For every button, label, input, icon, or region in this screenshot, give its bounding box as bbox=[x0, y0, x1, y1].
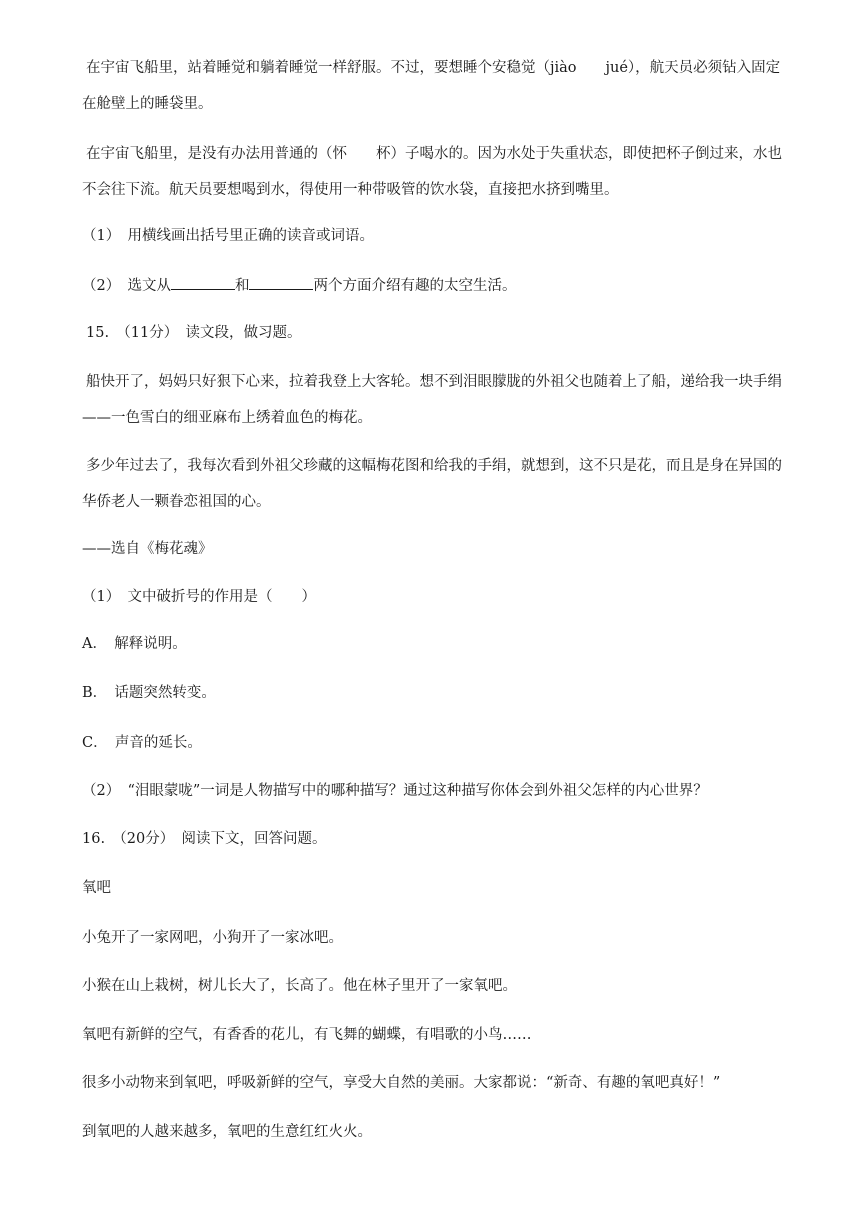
question-15-sub-2: （2） “泪眼蒙咙”一词是人物描写中的哪种描写？通过这种描写你体会到外祖父怎样的内心世界？ bbox=[82, 783, 708, 799]
option-a[interactable]: A． 解释说明。 bbox=[82, 636, 187, 652]
question-16-header: 16. （20分） 阅读下文，回答问题。 bbox=[82, 831, 327, 847]
option-b[interactable]: B． 话题突然转变。 bbox=[82, 685, 216, 701]
story-line-3: 氧吧有新鲜的空气，有香香的花儿，有飞舞的蝴蝶，有唱歌的小鸟…… bbox=[82, 1027, 532, 1043]
question-15-paragraph-2-line-2: 华侨老人一颗眷恋祖国的心。 bbox=[82, 494, 271, 510]
answer-blank-1[interactable] bbox=[171, 275, 235, 290]
story-line-4: 很多小动物来到氧吧，呼吸新鲜的空气，享受大自然的美丽。大家都说：“新奇、有趣的氧吧真好！” bbox=[82, 1075, 721, 1091]
question-15-paragraph-1-line-2: ——一色雪白的细亚麻布上绣着血色的梅花。 bbox=[82, 410, 372, 426]
passage-paragraph-2-line-1: 在宇宙飞船里，是没有办法用普通的（怀 杯）子喝水的。因为水处于失重状态，即使把杯子倒过来，水也 bbox=[86, 146, 782, 162]
answer-blank-2[interactable] bbox=[249, 275, 313, 290]
question-15-sub-1: （1） 文中破折号的作用是（ ） bbox=[82, 589, 316, 605]
passage-paragraph-1-line-1: 在宇宙飞船里，站着睡觉和躺着睡觉一样舒服。不过，要想睡个安稳觉（jiào jué），航天员必须钻入固定 bbox=[86, 60, 781, 76]
question-14-sub-1: （1） 用横线画出括号里正确的读音或词语。 bbox=[82, 228, 374, 244]
question-14-sub-2-prefix: （2） 选文从 bbox=[82, 278, 171, 294]
passage-paragraph-1-line-2: 在舱壁上的睡袋里。 bbox=[82, 96, 213, 112]
option-c[interactable]: C． 声音的延长。 bbox=[82, 735, 202, 751]
question-14-sub-2 bbox=[82, 275, 516, 296]
story-title: 氧吧 bbox=[82, 880, 111, 896]
question-15-paragraph-2-line-1: 多少年过去了，我每次看到外祖父珍藏的这幅梅花图和给我的手绢，就想到，这不只是花，而且是身在异国的 bbox=[86, 458, 782, 474]
question-14-sub-2-mid: 和 bbox=[234, 278, 250, 294]
question-14-sub-2-suffix: 两个方面介绍有趣的太空生活。 bbox=[313, 278, 517, 294]
passage-paragraph-2-line-2: 不会往下流。航天员要想喝到水，得使用一种带吸管的饮水袋，直接把水挤到嘴里。 bbox=[82, 182, 619, 198]
story-line-2: 小猴在山上栽树，树儿长大了，长高了。他在林子里开了一家氧吧。 bbox=[82, 978, 517, 994]
story-line-5: 到氧吧的人越来越多，氧吧的生意红红火火。 bbox=[82, 1124, 372, 1140]
story-line-1: 小兔开了一家网吧，小狗开了一家冰吧。 bbox=[82, 930, 343, 946]
question-15-source: ——选自《梅花魂》 bbox=[82, 541, 213, 557]
question-15-header: 15. （11分） 读文段，做习题。 bbox=[86, 325, 302, 341]
question-15-paragraph-1-line-1: 船快开了，妈妈只好狠下心来，拉着我登上大客轮。想不到泪眼朦胧的外祖父也随着上了船，递给我一块手绢 bbox=[86, 374, 782, 390]
